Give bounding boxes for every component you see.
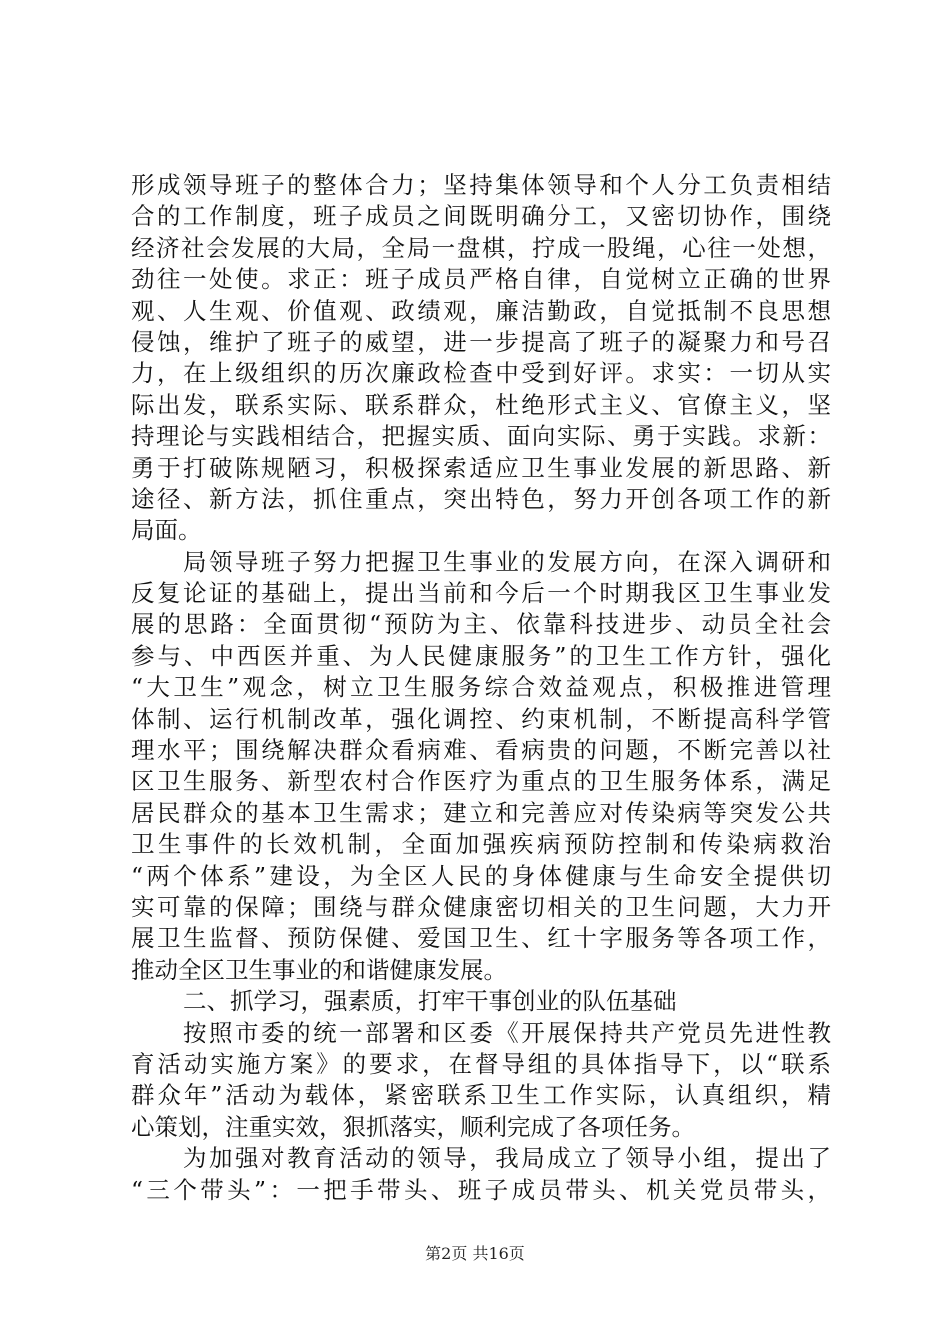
text-line: “三个带头”：一把手带头、班子成员带头、机关党员带头，: [131, 1175, 831, 1204]
text-line: 局面。: [131, 516, 202, 545]
text-line: 途径、新方法，抓住重点，突出特色，努力开创各项工作的新: [131, 484, 831, 513]
text-line: 局领导班子努力把握卫生事业的发展方向，在深入调研和: [183, 547, 831, 576]
text-line: 区卫生服务、新型农村合作医疗为重点的卫生服务体系，满足: [131, 767, 831, 796]
text-line: 心策划，注重实效，狠抓落实，顺利完成了各项任务。: [131, 1112, 695, 1141]
text-line: 体制、运行机制改革，强化调控、约束机制，不断提高科学管: [131, 704, 831, 733]
text-line: 推动全区卫生事业的和谐健康发展。: [131, 955, 507, 984]
text-line: 展的思路：全面贯彻“预防为主、依靠科技进步、动员全社会: [131, 610, 831, 639]
text-line: 群众年”活动为载体，紧密联系卫生工作实际，认真组织，精: [131, 1081, 831, 1110]
text-line: 观、人生观、价值观、政绩观，廉洁勤政，自觉抵制不良思想: [131, 296, 831, 325]
text-line: 卫生事件的长效机制，全面加强疾病预防控制和传染病救治: [131, 830, 831, 859]
text-line: 参与、中西医并重、为人民健康服务”的卫生工作方针，强化: [131, 641, 831, 670]
document-body: [131, 170, 831, 1206]
text-line: 育活动实施方案》的要求，在督导组的具体指导下，以“联系: [131, 1049, 831, 1078]
page-footer: 第2页 共16页: [425, 1244, 525, 1263]
text-line: 力，在上级组织的历次廉政检查中受到好评。求实：一切从实: [131, 359, 831, 388]
text-line: 侵蚀，维护了班子的威望，进一步提高了班子的凝聚力和号召: [131, 327, 831, 356]
text-line: “大卫生”观念，树立卫生服务综合效益观点，积极推进管理: [131, 673, 831, 702]
text-line: 按照市委的统一部署和区委《开展保持共产党员先进性教: [183, 1018, 831, 1047]
text-line: 勇于打破陈规陋习，积极探索适应卫生事业发展的新思路、新: [131, 453, 831, 482]
text-line: 际出发，联系实际、联系群众，杜绝形式主义、官僚主义，坚: [131, 390, 831, 419]
text-line: 理水平；围绕解决群众看病难、看病贵的问题，不断完善以社: [131, 736, 831, 765]
text-line: 居民群众的基本卫生需求；建立和完善应对传染病等突发公共: [131, 798, 831, 827]
text-line: 展卫生监督、预防保健、爱国卫生、红十字服务等各项工作，: [131, 924, 831, 953]
text-line: 持理论与实践相结合，把握实质、面向实际、勇于实践。求新：: [131, 422, 831, 451]
text-line: “两个体系”建设，为全区人民的身体健康与生命安全提供切: [131, 861, 831, 890]
text-line: 为加强对教育活动的领导，我局成立了领导小组，提出了: [183, 1144, 831, 1173]
text-line: 反复论证的基础上，提出当前和今后一个时期我区卫生事业发: [131, 579, 831, 608]
text-line: 二、抓学习，强素质，打牢干事创业的队伍基础: [183, 987, 677, 1016]
text-line: 经济社会发展的大局，全局一盘棋，拧成一股绳，心往一处想，: [131, 233, 831, 262]
text-line: 劲往一处使。求正：班子成员严格自律，自觉树立正确的世界: [131, 265, 831, 294]
text-line: 实可靠的保障；围绕与群众健康密切相关的卫生问题，大力开: [131, 892, 831, 921]
text-line: 合的工作制度，班子成员之间既明确分工，又密切协作，围绕: [131, 202, 831, 231]
text-line: 形成领导班子的整体合力；坚持集体领导和个人分工负责相结: [131, 171, 831, 199]
